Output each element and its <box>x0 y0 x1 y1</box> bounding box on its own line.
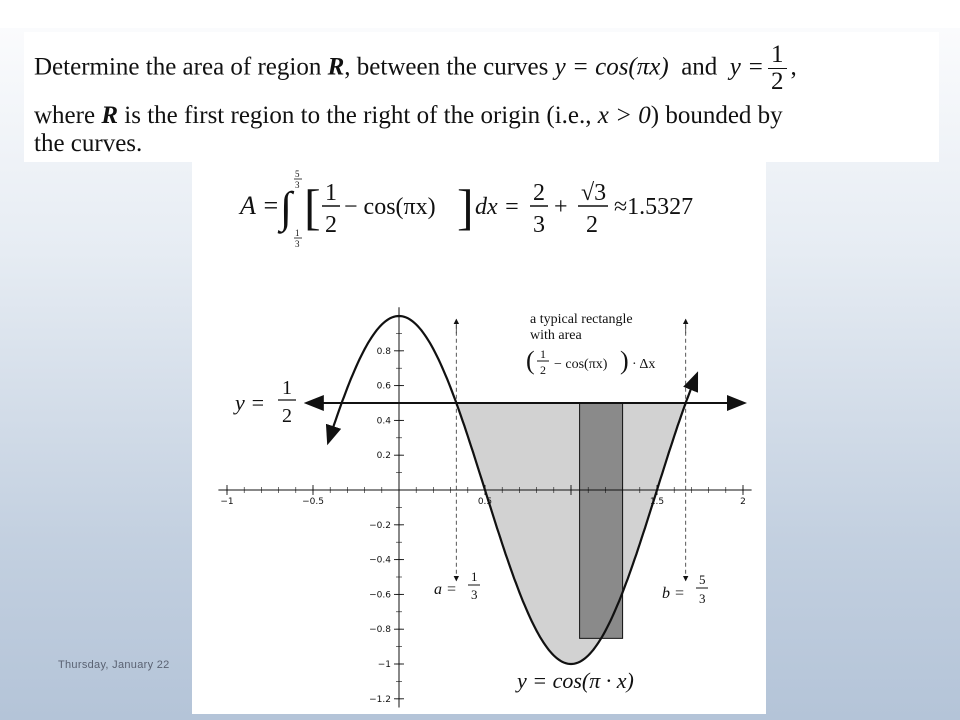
integral-sign: ∫ <box>280 183 293 232</box>
integrand-num: 1 <box>325 180 337 206</box>
approx-value: ≈1.5327 <box>614 194 694 220</box>
term1-num: 2 <box>533 180 545 206</box>
line-label-lhs: y = <box>235 390 266 415</box>
line-label-den: 2 <box>282 405 292 427</box>
x-tick-label: 1.5 <box>649 497 665 507</box>
b-den: 3 <box>699 591 706 606</box>
conjunction: and <box>681 53 718 81</box>
dx-equals: dx = <box>475 194 520 220</box>
formula-lhs: A = <box>240 191 280 220</box>
plus-sign: + <box>554 194 568 220</box>
upper-limit-den: 3 <box>295 180 300 190</box>
problem-text: ) bounded by <box>650 101 783 129</box>
lower-limit-num: 1 <box>295 228 300 238</box>
footer-date: Thursday, January 22 <box>58 659 170 671</box>
x-tick-label: 0.5 <box>477 497 493 507</box>
rect-label-line2: with area <box>530 328 582 343</box>
curve-equation: y = cos(πx) <box>554 53 669 81</box>
term2-den: 2 <box>586 212 598 238</box>
fraction-one-half: $\frac{1}{2}$ <box>768 42 787 96</box>
shaded-region-layer <box>456 403 685 664</box>
rect-frac-num: 1 <box>540 347 546 361</box>
y-tick-label: 0.8 <box>376 346 391 357</box>
problem-line-1: Determine the area of region R, between the curves y = cos(πx) and y = $\frac{1}{2}$ , <box>34 41 797 96</box>
problem-text: the curves. <box>34 130 143 157</box>
y-tick-label: −0.6 <box>369 590 391 601</box>
rect-label-line1: a typical rectangle <box>530 312 633 327</box>
curve-arrow-left <box>328 426 333 442</box>
problem-statement <box>24 32 939 162</box>
x-tick-label: −1 <box>220 497 234 507</box>
upper-limit-num: 5 <box>295 169 300 179</box>
region-name: R <box>327 53 345 81</box>
shaded-region <box>456 403 685 664</box>
y-tick-label: −1.2 <box>369 694 391 705</box>
b-label: b = <box>662 585 685 602</box>
y-tick-label: −1 <box>377 660 391 670</box>
bracket-left: [ <box>304 179 321 235</box>
y-tick-label: −0.4 <box>369 555 391 566</box>
line-label-num: 1 <box>282 377 292 399</box>
y-tick-label: 0.2 <box>376 451 391 462</box>
problem-line-3 <box>34 128 929 161</box>
axes-layer <box>218 307 751 707</box>
term1-den: 3 <box>533 212 545 238</box>
area-formula <box>238 169 693 249</box>
y-tick-label: 0.6 <box>376 381 391 392</box>
problem-text: Determine the area of region <box>34 53 328 81</box>
rect-paren-right: ) <box>620 346 629 375</box>
integrand-den: 2 <box>325 212 337 238</box>
x-tick-label: −0.5 <box>302 497 324 507</box>
rect-frac-den: 2 <box>540 363 546 377</box>
typical-rectangle <box>580 403 623 638</box>
figure-svg <box>192 162 766 714</box>
line-equation-lhs: y = <box>729 53 765 81</box>
y-tick-label: −0.2 <box>369 520 391 531</box>
rect-dx: · Δx <box>632 357 656 372</box>
region-name: R <box>101 101 119 129</box>
x-tick-label: 2 <box>740 497 746 507</box>
problem-text: is the first region to the right of the origin (i.e., <box>118 101 598 129</box>
rect-expr: − cos(πx) <box>554 357 608 372</box>
a-den: 3 <box>471 587 478 602</box>
integrand-rest: − cos(πx) <box>344 194 436 220</box>
curve-arrow-right <box>691 375 696 388</box>
b-num: 5 <box>699 572 706 587</box>
problem-text: , between the curves <box>344 53 555 81</box>
problem-text: where <box>34 101 102 129</box>
slide-top-edge <box>0 0 960 28</box>
rect-paren-left: ( <box>526 346 535 375</box>
term2-num: √3 <box>581 180 607 206</box>
lower-limit-den: 3 <box>295 239 300 249</box>
figure-panel <box>192 162 766 714</box>
a-label: a = <box>434 581 457 598</box>
y-tick-label: 0.4 <box>376 416 391 427</box>
condition: x > 0 <box>597 101 651 129</box>
curve-label: y = cos(π · x) <box>517 668 634 693</box>
a-num: 1 <box>471 569 478 584</box>
bracket-right: ] <box>457 179 474 235</box>
y-tick-label: −0.8 <box>369 625 391 636</box>
